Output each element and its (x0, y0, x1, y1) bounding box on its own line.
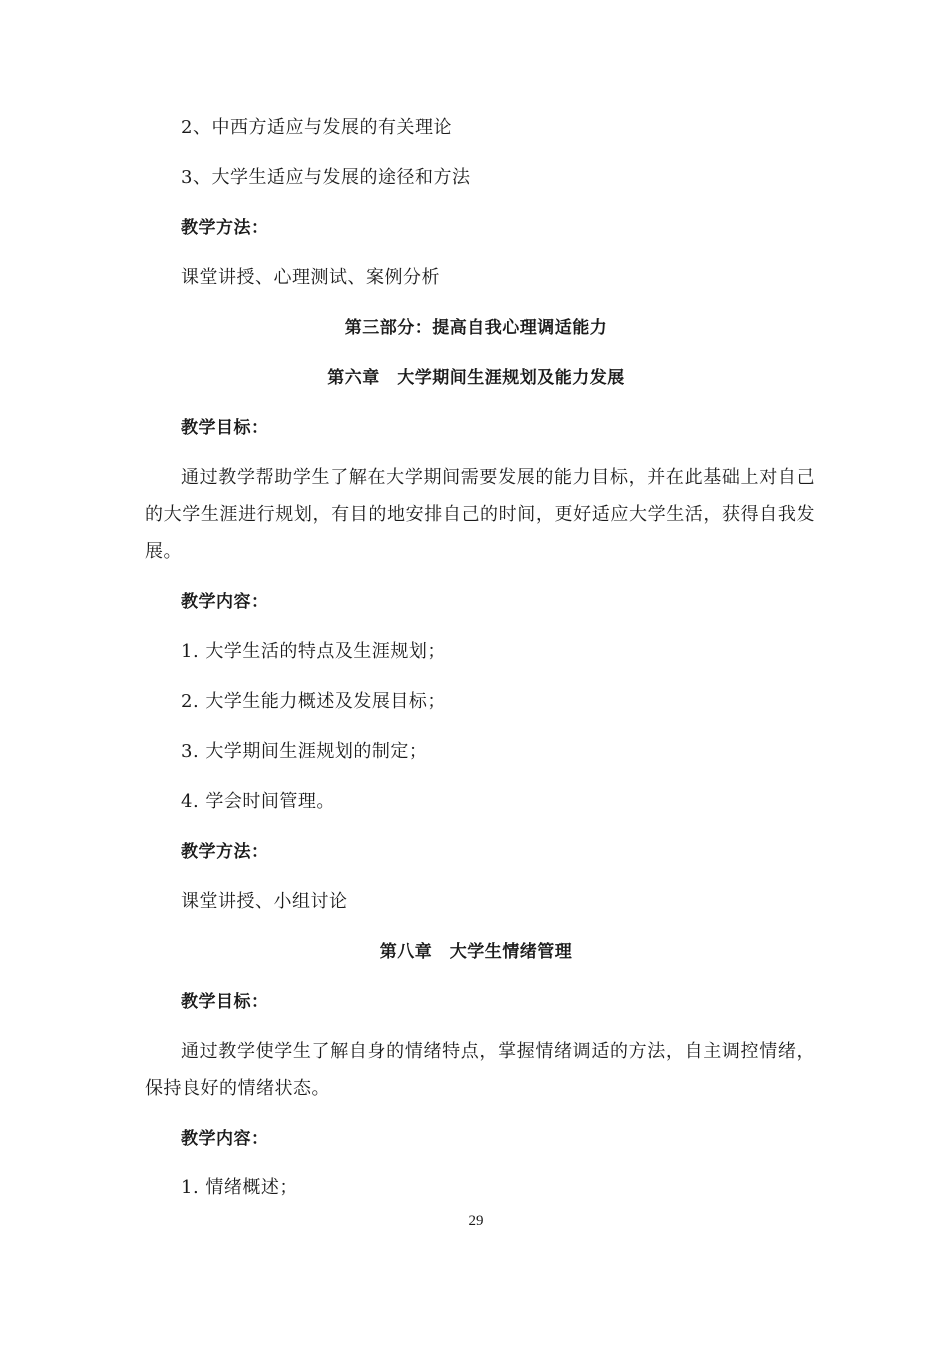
list-item: 3. 大学期间生涯规划的制定； (181, 741, 428, 762)
chapter-title: 第八章 大学生情绪管理 (379, 942, 573, 962)
paragraph: 通过教学使学生了解自身的情绪特点，掌握情绪调适的方法，自主调控情绪，保持良好的情绪状态。 (145, 1041, 815, 1099)
section-heading: 教学目标： (181, 418, 269, 438)
list-item: 2、中西方适应与发展的有关理论 (181, 117, 452, 138)
section-heading: 教学内容： (181, 1129, 269, 1149)
section-heading: 教学目标： (181, 992, 269, 1012)
chapter-title: 第六章 大学期间生涯规划及能力发展 (327, 368, 625, 388)
body-text: 课堂讲授、小组讨论 (181, 891, 348, 912)
part-title: 第三部分：提高自我心理调适能力 (344, 318, 608, 338)
page-number: 29 (468, 1213, 484, 1229)
list-item: 1. 情绪概述； (181, 1177, 298, 1198)
list-item: 3、大学生适应与发展的途径和方法 (181, 167, 471, 188)
body-text: 课堂讲授、心理测试、案例分析 (181, 267, 440, 288)
list-item: 2. 大学生能力概述及发展目标； (181, 691, 446, 712)
section-heading: 教学内容： (181, 592, 269, 612)
section-heading: 教学方法： (181, 218, 269, 238)
section-heading: 教学方法： (181, 842, 269, 862)
list-item: 1. 大学生活的特点及生涯规划； (181, 641, 446, 662)
paragraph: 通过教学帮助学生了解在大学期间需要发展的能力目标，并在此基础上对自己的大学生涯进行规划，有目的地安排自己的时间，更好适应大学生活，获得自我发展。 (145, 467, 815, 562)
list-item: 4. 学会时间管理。 (181, 791, 335, 812)
